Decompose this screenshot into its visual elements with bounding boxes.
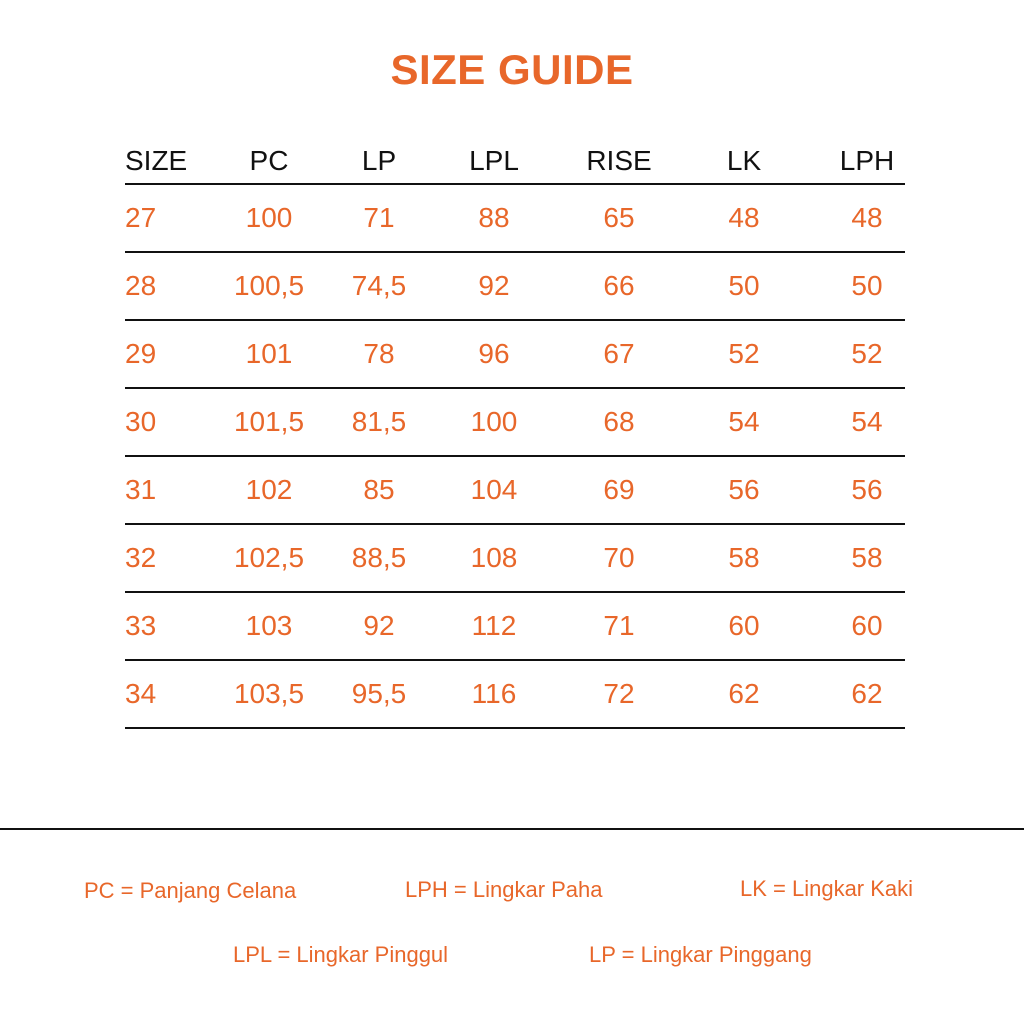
cell-lpl: 92 [478, 270, 510, 301]
header-pc: PC [249, 144, 289, 176]
table-row [125, 389, 905, 457]
cell-lk: 52 [728, 338, 760, 369]
cell-size: 29 [125, 338, 157, 369]
cell-lph: 52 [851, 338, 883, 369]
legend-lph: LPH = Lingkar Paha [405, 877, 603, 902]
cell-lk: 60 [728, 610, 760, 641]
legend-lpl: LPL = Lingkar Pinggul [233, 942, 449, 967]
cell-lp: 95,5 [351, 678, 407, 709]
cell-lk: 62 [728, 678, 760, 709]
table-row [125, 185, 905, 253]
cell-rise: 69 [603, 474, 635, 505]
cell-lph: 50 [851, 270, 883, 301]
cell-lk: 58 [728, 542, 760, 573]
header-size: SIZE [125, 144, 188, 176]
table-row [125, 661, 905, 729]
cell-lp: 92 [363, 610, 395, 641]
cell-lp: 71 [363, 202, 395, 233]
cell-rise: 66 [603, 270, 635, 301]
header-lph: LPH [839, 144, 895, 176]
cell-rise: 65 [603, 202, 635, 233]
cell-pc: 103,5 [233, 678, 305, 709]
cell-lk: 50 [728, 270, 760, 301]
cell-size: 33 [125, 610, 157, 641]
header-lp: LP [361, 144, 397, 176]
cell-lpl: 88 [478, 202, 510, 233]
header-lk: LK [726, 144, 762, 176]
divider [0, 828, 1024, 830]
cell-pc: 101 [245, 338, 293, 369]
cell-rise: 70 [603, 542, 635, 573]
cell-lp: 74,5 [351, 270, 407, 301]
legend-pc: PC = Panjang Celana [84, 878, 297, 903]
cell-size: 31 [125, 474, 157, 505]
cell-lk: 56 [728, 474, 760, 505]
cell-pc: 101,5 [233, 406, 305, 437]
cell-rise: 68 [603, 406, 635, 437]
legend-lp: LP = Lingkar Pinggang [589, 942, 812, 967]
cell-rise: 67 [603, 338, 635, 369]
table-header-row [125, 138, 905, 185]
table-row [125, 525, 905, 593]
cell-lph: 48 [851, 202, 883, 233]
cell-pc: 103 [245, 610, 293, 641]
cell-rise: 72 [603, 678, 635, 709]
cell-pc: 102,5 [233, 542, 305, 573]
cell-size: 28 [125, 270, 157, 301]
cell-pc: 100 [245, 202, 293, 233]
table-row [125, 321, 905, 389]
cell-lph: 54 [851, 406, 883, 437]
table-row [125, 253, 905, 321]
header-lpl: LPL [469, 144, 519, 176]
cell-lpl: 108 [470, 542, 518, 573]
cell-pc: 100,5 [233, 270, 305, 301]
table-row [125, 593, 905, 661]
cell-lpl: 116 [471, 678, 517, 709]
cell-size: 32 [125, 542, 157, 573]
cell-lpl: 100 [470, 406, 518, 437]
cell-lph: 56 [851, 474, 883, 505]
legend-lk: LK = Lingkar Kaki [740, 876, 914, 901]
cell-lpl: 96 [478, 338, 510, 369]
cell-lp: 78 [363, 338, 395, 369]
cell-lpl: 104 [470, 474, 518, 505]
cell-size: 34 [125, 678, 157, 709]
cell-lph: 58 [851, 542, 883, 573]
cell-size: 27 [125, 202, 157, 233]
cell-lpl: 112 [471, 610, 517, 641]
cell-lp: 81,5 [351, 406, 407, 437]
table-row [125, 457, 905, 525]
cell-lk: 54 [728, 406, 760, 437]
cell-lph: 62 [851, 678, 883, 709]
size-table [125, 138, 905, 729]
cell-lp: 88,5 [351, 542, 407, 573]
cell-size: 30 [125, 406, 157, 437]
cell-pc: 102 [245, 474, 293, 505]
cell-lph: 60 [851, 610, 883, 641]
table-body [125, 185, 905, 729]
header-rise: RISE [586, 144, 652, 176]
page-title: SIZE GUIDE [390, 46, 634, 93]
cell-lp: 85 [363, 474, 395, 505]
cell-rise: 71 [603, 610, 635, 641]
cell-lk: 48 [728, 202, 760, 233]
